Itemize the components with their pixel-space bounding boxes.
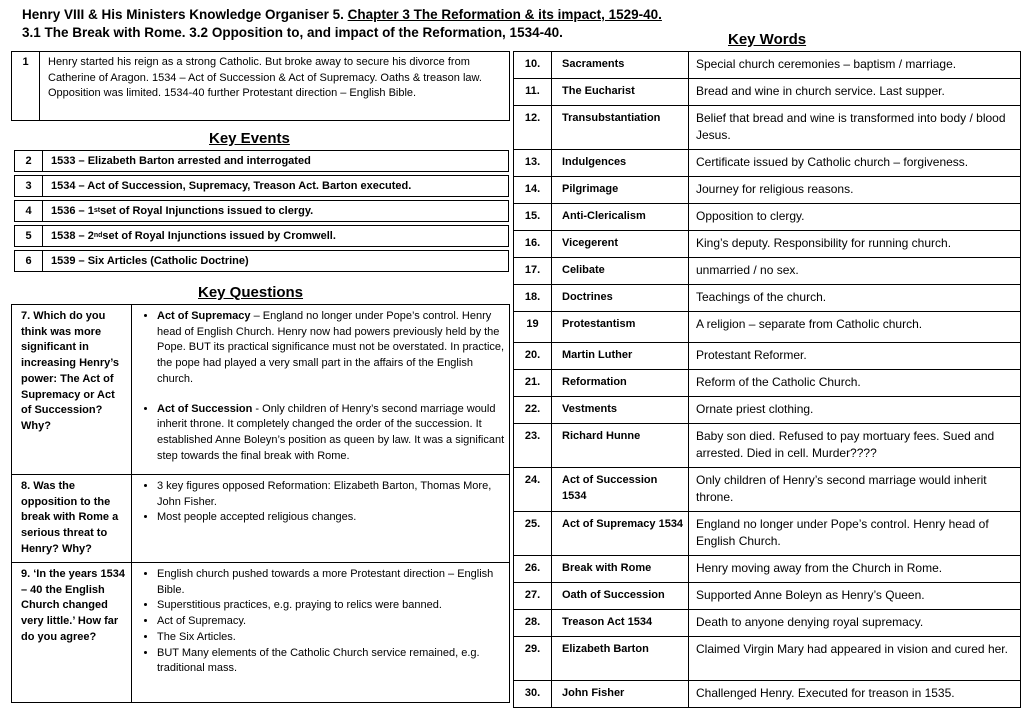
answer-bullet bbox=[157, 309, 505, 388]
key-word-definition: Only children of Henry’s second marriage would inherit throne. bbox=[689, 468, 1021, 512]
key-word-definition: Opposition to clergy. bbox=[689, 204, 1021, 231]
key-word-definition: Protestant Reformer. bbox=[689, 343, 1021, 370]
event-text: 1534 – Act of Succession, Supremacy, Treason Act. Barton executed. bbox=[51, 180, 412, 192]
title-line-2: 3.1 The Break with Rome. 3.2 Opposition to, and impact of the Reformation, 1534-40. bbox=[22, 25, 563, 40]
key-word-number: 14. bbox=[514, 177, 552, 204]
key-questions-heading: Key Questions bbox=[198, 284, 304, 301]
key-word-definition: Ornate priest clothing. bbox=[689, 397, 1021, 424]
key-word-term: Anti-Clericalism bbox=[552, 204, 689, 231]
key-word-number: 19 bbox=[514, 312, 552, 343]
question-row bbox=[12, 563, 510, 703]
answer-bullet: • Act of Supremacy. bbox=[157, 614, 505, 630]
key-events-list bbox=[14, 150, 509, 275]
bullet-text: – England no longer under Pope’s control. Henry head of English Church. Henry now had powers previously held by the Pope. BUT its practical significance must not be overstated. In practice, the pope had played a very small part in the affairs of the English church. bbox=[157, 310, 505, 385]
answer-bullet: • Most people accepted religious changes. bbox=[157, 510, 505, 526]
key-word-row bbox=[514, 512, 1021, 556]
key-word-number: 30. bbox=[514, 681, 552, 708]
key-word-term: Treason Act 1534 bbox=[552, 610, 689, 637]
key-word-definition: Teachings of the church. bbox=[689, 285, 1021, 312]
key-word-row bbox=[514, 556, 1021, 583]
key-word-row bbox=[514, 343, 1021, 370]
key-word-row bbox=[514, 424, 1021, 468]
question-row bbox=[12, 305, 510, 475]
key-word-definition: Bread and wine in church service. Last supper. bbox=[689, 79, 1021, 106]
event-text-post: set of Royal Injunctions issued to clergy. bbox=[100, 205, 314, 217]
key-words-heading: Key Words bbox=[728, 31, 807, 48]
key-word-number: 26. bbox=[514, 556, 552, 583]
key-word-number: 16. bbox=[514, 231, 552, 258]
key-word-number: 28. bbox=[514, 610, 552, 637]
answer-bullet: • The Six Articles. bbox=[157, 630, 505, 646]
key-word-number: 24. bbox=[514, 468, 552, 512]
answer-9-bullets bbox=[141, 567, 505, 677]
key-word-row bbox=[514, 610, 1021, 637]
question-7: 7. Which do you think was more significant in increasing Henry’s power: The Act of Supremacy or Act of Succession? Why? bbox=[12, 305, 132, 475]
event-row bbox=[14, 200, 509, 222]
key-word-term: Celibate bbox=[552, 258, 689, 285]
key-word-row bbox=[514, 177, 1021, 204]
key-words-table bbox=[513, 51, 1021, 708]
key-word-row bbox=[514, 312, 1021, 343]
key-word-definition: Baby son died. Refused to pay mortuary fees. Sued and arrested. Died in cell. Murder???? bbox=[689, 424, 1021, 468]
key-word-definition: A religion – separate from Catholic church. bbox=[689, 312, 1021, 343]
key-word-definition: King’s deputy. Responsibility for running church. bbox=[689, 231, 1021, 258]
answer-8-bullets bbox=[141, 479, 505, 526]
event-row bbox=[14, 250, 509, 272]
key-word-number: 11. bbox=[514, 79, 552, 106]
page-title bbox=[22, 6, 662, 42]
key-word-number: 20. bbox=[514, 343, 552, 370]
key-word-row bbox=[514, 681, 1021, 708]
answer-bullet: • English church pushed towards a more Protestant direction – English Bible. bbox=[157, 567, 505, 598]
question-8: 8. Was the opposition to the break with Rome a serious threat to Henry? Why? bbox=[12, 475, 132, 563]
key-word-term: Transubstantiation bbox=[552, 106, 689, 150]
key-word-definition: Supported Anne Boleyn as Henry’s Queen. bbox=[689, 583, 1021, 610]
key-word-number: 17. bbox=[514, 258, 552, 285]
key-word-term: Act of Supremacy 1534 bbox=[552, 512, 689, 556]
key-word-row bbox=[514, 370, 1021, 397]
key-word-definition: England no longer under Pope’s control. Henry head of English Church. bbox=[689, 512, 1021, 556]
key-words-body bbox=[514, 52, 1021, 708]
answer-bullet bbox=[157, 402, 505, 465]
key-word-row bbox=[514, 79, 1021, 106]
key-word-term: Break with Rome bbox=[552, 556, 689, 583]
key-word-row bbox=[514, 106, 1021, 150]
event-number: 3 bbox=[15, 176, 43, 196]
key-word-term: Pilgrimage bbox=[552, 177, 689, 204]
key-word-term: Reformation bbox=[552, 370, 689, 397]
key-word-number: 23. bbox=[514, 424, 552, 468]
key-word-row bbox=[514, 150, 1021, 177]
key-word-number: 10. bbox=[514, 52, 552, 79]
key-word-definition: Certificate issued by Catholic church – forgiveness. bbox=[689, 150, 1021, 177]
key-word-row bbox=[514, 583, 1021, 610]
event-text-pre: 1536 – 1 bbox=[51, 205, 94, 217]
intro-text: Henry started his reign as a strong Catholic. But broke away to secure his divorce from Catherine of Aragon. 1534 – Act of Succession & Act of Supremacy. Oaths & treason law. Opposition was limited. 1534-40 further Protestant direction – English Bible. bbox=[48, 56, 482, 99]
event-number: 2 bbox=[15, 151, 43, 171]
key-word-row bbox=[514, 285, 1021, 312]
key-word-term: Sacraments bbox=[552, 52, 689, 79]
key-word-term: Doctrines bbox=[552, 285, 689, 312]
key-word-term: Indulgences bbox=[552, 150, 689, 177]
event-number: 6 bbox=[15, 251, 43, 271]
answer-9 bbox=[132, 563, 510, 703]
key-word-number: 21. bbox=[514, 370, 552, 397]
key-word-definition: Death to anyone denying royal supremacy. bbox=[689, 610, 1021, 637]
event-text: 1538 – 2 nd set of Royal Injunctions issued by Cromwell. bbox=[51, 230, 336, 242]
event-row bbox=[14, 150, 509, 172]
key-word-term: Vestments bbox=[552, 397, 689, 424]
event-number: 4 bbox=[15, 201, 43, 221]
question-9: 9. ‘In the years 1534 – 40 the English Church changed very little.’ How far do you agree? bbox=[12, 563, 132, 703]
key-word-row bbox=[514, 397, 1021, 424]
event-row bbox=[14, 225, 509, 247]
event-text-pre: 1538 – 2 bbox=[51, 230, 94, 242]
key-word-number: 13. bbox=[514, 150, 552, 177]
key-word-term: The Eucharist bbox=[552, 79, 689, 106]
answer-8 bbox=[132, 475, 510, 563]
event-text: 1539 – Six Articles (Catholic Doctrine) bbox=[51, 255, 249, 267]
key-word-row bbox=[514, 637, 1021, 681]
key-word-term: Act of Succession 1534 bbox=[552, 468, 689, 512]
key-word-term: Vicegerent bbox=[552, 231, 689, 258]
key-word-definition: unmarried / no sex. bbox=[689, 258, 1021, 285]
event-text: 1536 – 1 st set of Royal Injunctions issued to clergy. bbox=[51, 205, 314, 217]
key-word-number: 25. bbox=[514, 512, 552, 556]
key-word-term: Oath of Succession bbox=[552, 583, 689, 610]
answer-bullet: • Superstitious practices, e.g. praying to relics were banned. bbox=[157, 598, 505, 614]
key-word-number: 22. bbox=[514, 397, 552, 424]
key-word-term: John Fisher bbox=[552, 681, 689, 708]
key-word-definition: Challenged Henry. Executed for treason in 1535. bbox=[689, 681, 1021, 708]
bullet-term: Act of Succession bbox=[157, 402, 253, 415]
key-word-row bbox=[514, 258, 1021, 285]
answer-7 bbox=[132, 305, 510, 475]
title-line-1 bbox=[22, 6, 662, 24]
key-events-heading: Key Events bbox=[209, 130, 290, 147]
key-word-term: Martin Luther bbox=[552, 343, 689, 370]
title-prefix: Henry VIII & His Ministers Knowledge Organiser 5. bbox=[22, 7, 348, 22]
event-text: 1533 – Elizabeth Barton arrested and interrogated bbox=[51, 155, 311, 167]
key-word-term: Richard Hunne bbox=[552, 424, 689, 468]
key-word-number: 18. bbox=[514, 285, 552, 312]
key-word-definition: Reform of the Catholic Church. bbox=[689, 370, 1021, 397]
key-word-row bbox=[514, 231, 1021, 258]
intro-box bbox=[11, 51, 510, 121]
key-word-definition: Henry moving away from the Church in Rome. bbox=[689, 556, 1021, 583]
key-word-term: Protestantism bbox=[552, 312, 689, 343]
key-word-definition: Special church ceremonies – baptism / marriage. bbox=[689, 52, 1021, 79]
key-word-definition: Claimed Virgin Mary had appeared in vision and cured her. bbox=[689, 637, 1021, 681]
intro-number: 1 bbox=[12, 52, 40, 120]
event-row bbox=[14, 175, 509, 197]
key-word-number: 12. bbox=[514, 106, 552, 150]
answer-bullet: • BUT Many elements of the Catholic Church service remained, e.g. traditional mass. bbox=[157, 646, 505, 677]
event-text-post: set of Royal Injunctions issued by Cromwell. bbox=[102, 230, 336, 242]
answer-7-bullets bbox=[141, 309, 505, 464]
key-word-row bbox=[514, 204, 1021, 231]
key-word-number: 29. bbox=[514, 637, 552, 681]
question-row bbox=[12, 475, 510, 563]
key-word-term: Elizabeth Barton bbox=[552, 637, 689, 681]
key-word-number: 15. bbox=[514, 204, 552, 231]
key-word-number: 27. bbox=[514, 583, 552, 610]
key-word-row bbox=[514, 468, 1021, 512]
title-chapter: Chapter 3 The Reformation & its impact, 1529-40. bbox=[347, 7, 662, 22]
key-word-definition: Journey for religious reasons. bbox=[689, 177, 1021, 204]
key-questions-table bbox=[11, 304, 510, 703]
event-number: 5 bbox=[15, 226, 43, 246]
answer-bullet: • 3 key figures opposed Reformation: Elizabeth Barton, Thomas More, John Fisher. bbox=[157, 479, 505, 510]
key-word-row bbox=[514, 52, 1021, 79]
bullet-term: Act of Supremacy bbox=[157, 310, 251, 322]
bullet-text: - Only children of Henry’s second marriage would inherit throne. It completely changed the order of the succession. It established Anne Boleyn’s position as queen by law. It was a significant step towards the final break with Rome. bbox=[157, 402, 505, 462]
key-word-definition: Belief that bread and wine is transformed into body / blood Jesus. bbox=[689, 106, 1021, 150]
